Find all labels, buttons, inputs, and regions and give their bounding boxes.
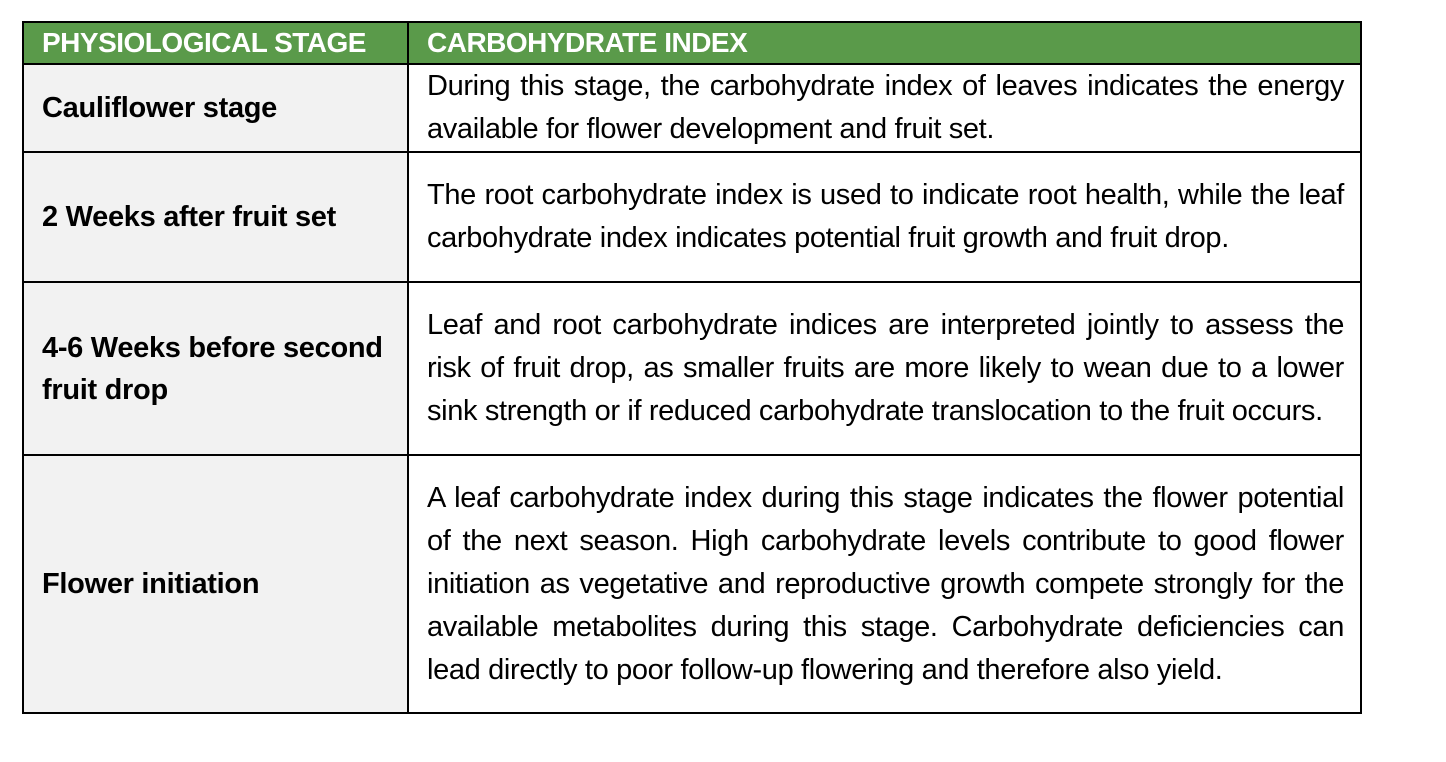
index-cell: Leaf and root carbohydrate indices are interpreted jointly to assess the risk of fruit drop, as smaller fruits are more likely to wean due to a lower sink strength or if reduced carbohydrate translocation to the fruit occurs. — [408, 282, 1361, 455]
carbohydrate-index-table — [22, 21, 1362, 714]
table-row — [23, 152, 1361, 282]
table-row — [23, 455, 1361, 713]
stage-cell: 2 Weeks after fruit set — [23, 152, 408, 282]
index-cell: A leaf carbohydrate index during this stage indicates the flower potential of the next season. High carbohydrate levels contribute to good flower initiation as vegetative and reproductive growth compete strongly for the available metabolites during this stage. Carbohydrate deficiencies can lead directly to poor follow-up flowering and therefore also yield. — [408, 455, 1361, 713]
header-row — [23, 22, 1361, 64]
table-row — [23, 282, 1361, 455]
header-physiological-stage: PHYSIOLOGICAL STAGE — [23, 22, 408, 64]
table-row — [23, 64, 1361, 152]
stage-cell: Cauliflower stage — [23, 64, 408, 152]
header-carbohydrate-index: CARBOHYDRATE INDEX — [408, 22, 1361, 64]
index-cell: During this stage, the carbohydrate index of leaves indicates the energy available for flower development and fruit set. — [408, 64, 1361, 152]
stage-cell: Flower initiation — [23, 455, 408, 713]
index-cell: The root carbohydrate index is used to indicate root health, while the leaf carbohydrate index indicates potential fruit growth and fruit drop. — [408, 152, 1361, 282]
stage-cell: 4-6 Weeks before second fruit drop — [23, 282, 408, 455]
